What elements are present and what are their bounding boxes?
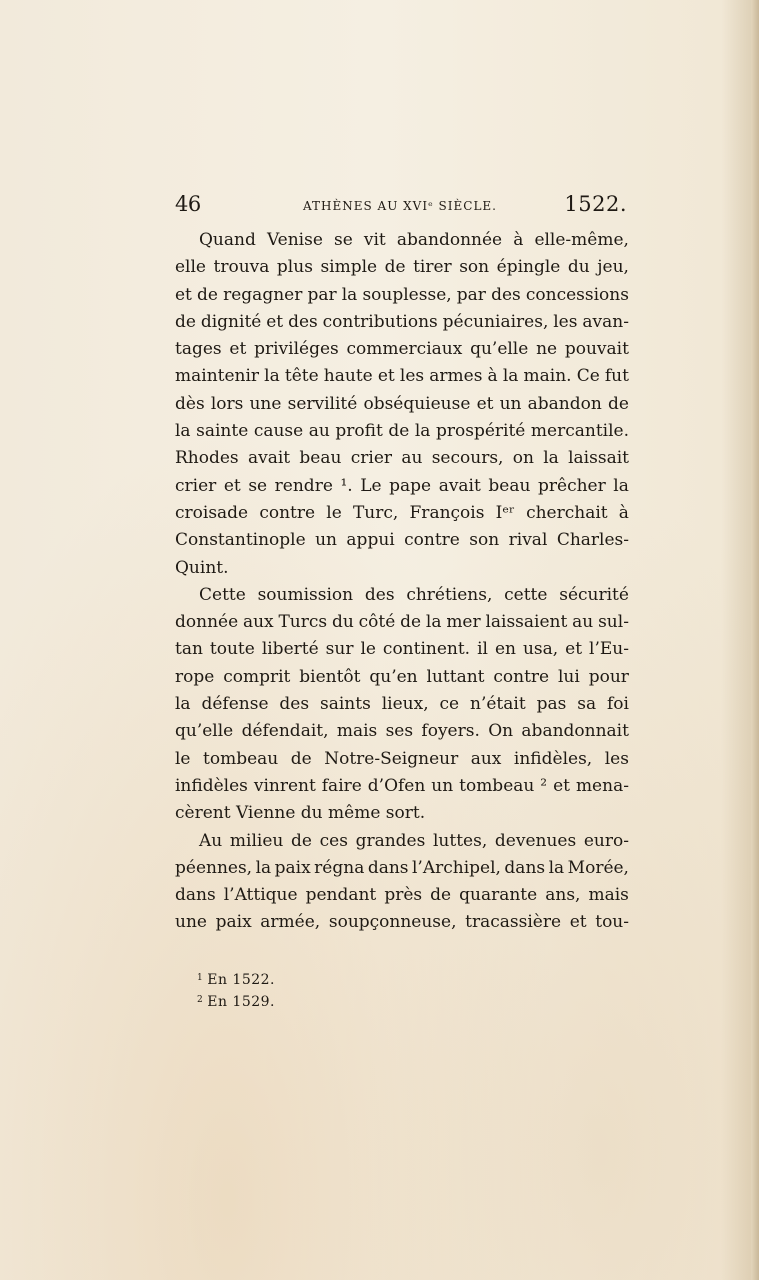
word: secours,	[431, 448, 504, 469]
word: dignité	[200, 311, 262, 332]
word: pape	[389, 475, 432, 496]
text-line	[175, 582, 629, 609]
word: maintenir	[175, 366, 260, 387]
word: les	[553, 311, 578, 332]
word: Turcs	[278, 612, 328, 633]
page-edge	[751, 0, 759, 1280]
word: l’Eu-	[589, 639, 629, 660]
word: mer	[446, 612, 481, 633]
word: foyers.	[421, 721, 480, 742]
text-line	[175, 746, 629, 773]
word: quarante	[459, 885, 538, 906]
word: infidèles	[175, 775, 248, 796]
word: cette	[504, 584, 548, 605]
word: une	[249, 393, 282, 414]
running-year: 1522.	[564, 192, 627, 216]
word: la	[264, 366, 280, 387]
word: régna	[314, 857, 365, 878]
word: simple	[320, 257, 378, 278]
word: continent.	[382, 639, 471, 660]
word: aux	[470, 748, 502, 769]
word: abandonnait	[521, 721, 629, 742]
word: beau	[299, 448, 342, 469]
word: luttes,	[433, 830, 488, 851]
text-line	[175, 254, 629, 281]
word: les	[604, 748, 629, 769]
text-line	[175, 609, 629, 636]
word: Morée,	[567, 857, 629, 878]
word: sa	[577, 694, 597, 715]
word: il	[477, 639, 488, 660]
word: de	[290, 748, 312, 769]
word: Constantinople	[175, 530, 306, 551]
word: l’Archipel,	[412, 857, 501, 878]
word: l’Attique	[223, 885, 298, 906]
word: en	[494, 639, 516, 660]
running-head	[175, 192, 627, 216]
word: toute	[209, 639, 255, 660]
word: du	[567, 257, 590, 278]
word: son	[469, 530, 500, 551]
word: devenues	[494, 830, 577, 851]
text-line	[175, 773, 629, 800]
word: faire	[321, 775, 362, 796]
word: à	[487, 366, 498, 387]
word: et	[476, 393, 494, 414]
word: péennes,	[175, 857, 253, 878]
word: prospérité	[435, 421, 526, 442]
text-line	[175, 500, 629, 527]
word: prêcher	[538, 475, 606, 496]
word: et	[569, 912, 587, 933]
word: et	[565, 639, 583, 660]
word: tombeau	[459, 775, 535, 796]
word: sécurité	[559, 584, 629, 605]
text-line	[175, 828, 629, 855]
word: la	[175, 421, 191, 442]
text-line	[175, 909, 629, 936]
word: contre	[493, 666, 550, 687]
footnote	[197, 967, 397, 989]
footnotes	[197, 967, 397, 1011]
word: contre	[404, 530, 460, 551]
word: sur	[325, 639, 354, 660]
word: bientôt	[299, 666, 361, 687]
word: paix	[274, 857, 311, 878]
word: la	[175, 694, 191, 715]
word: laissait	[568, 448, 629, 469]
word: lui	[558, 666, 580, 687]
word: tages	[175, 339, 222, 360]
word: le	[175, 748, 191, 769]
word: obséquieuse	[363, 393, 471, 414]
word: et	[553, 775, 570, 796]
word: qu’elle	[175, 721, 234, 742]
word: mais	[336, 721, 378, 742]
word: usa,	[522, 639, 559, 660]
footnote-text: En 1522.	[207, 972, 275, 988]
word: pouvait	[564, 339, 629, 360]
word: qu’en	[369, 666, 418, 687]
word: priviléges	[254, 339, 339, 360]
word: par	[456, 284, 486, 305]
word: dans	[367, 857, 409, 878]
word: jeu,	[597, 257, 629, 278]
word: beau	[488, 475, 531, 496]
word: le	[360, 639, 376, 660]
word: n’était	[470, 694, 526, 715]
word: tombeau	[203, 748, 279, 769]
word: elle	[175, 257, 206, 278]
word: ne	[536, 339, 558, 360]
word: près	[384, 885, 423, 906]
word: de	[175, 311, 196, 332]
word: grandes	[355, 830, 426, 851]
word: foi	[606, 694, 629, 715]
word: la	[341, 284, 358, 305]
word: chrétiens,	[406, 584, 493, 605]
word: un	[315, 530, 337, 551]
word: la	[425, 612, 442, 633]
word: dès	[175, 393, 205, 414]
word: On	[488, 721, 514, 742]
word: regagner	[223, 284, 303, 305]
word: aux	[242, 612, 274, 633]
word: avait	[438, 475, 481, 496]
word: Ce	[576, 366, 600, 387]
footnote-mark: 2	[197, 995, 204, 1005]
word: rival	[508, 530, 548, 551]
word: donnée	[175, 612, 239, 633]
word: main.	[523, 366, 572, 387]
word: des	[279, 694, 310, 715]
word: avan-	[582, 311, 629, 332]
word: Charles-	[556, 530, 629, 551]
word: pour	[588, 666, 629, 687]
text-line: cèrent Vienne du même sort.	[175, 803, 426, 824]
word: se	[248, 475, 268, 496]
word: la	[543, 448, 559, 469]
word: croisade	[175, 502, 249, 523]
word: laissaient	[485, 612, 568, 633]
word: crier	[350, 448, 393, 469]
word: profit	[335, 421, 383, 442]
page-number: 46	[175, 192, 201, 216]
text-line	[175, 418, 629, 445]
word: de	[384, 257, 406, 278]
word: elle-même,	[534, 230, 629, 250]
text-line	[175, 855, 629, 882]
word: des	[491, 284, 521, 305]
word: ses	[385, 721, 414, 742]
word: souplesse,	[362, 284, 452, 305]
word: pécuniaires,	[442, 311, 549, 332]
word: les	[399, 366, 425, 387]
word: paix	[215, 912, 252, 933]
word: une	[175, 912, 207, 933]
word: dans	[175, 885, 216, 906]
word: la	[613, 475, 629, 496]
word: Cette	[199, 584, 246, 605]
word: par	[307, 284, 337, 305]
word: sul-	[598, 612, 629, 633]
word: et	[223, 475, 241, 496]
word: et	[175, 284, 192, 305]
word: soupçonneuse,	[328, 912, 457, 933]
word: vit	[363, 230, 386, 250]
word: ces	[319, 830, 348, 851]
text-line	[175, 282, 629, 309]
word: fut	[604, 366, 629, 387]
word: la	[414, 421, 431, 442]
word: cherchait	[526, 502, 608, 523]
word: haute	[323, 366, 373, 387]
word: côté	[358, 612, 396, 633]
text-line	[175, 636, 629, 663]
word: et	[377, 366, 395, 387]
word: des	[288, 311, 318, 332]
word: milieu	[229, 830, 284, 851]
word: des	[364, 584, 395, 605]
word: se	[334, 230, 353, 250]
text-line	[175, 391, 629, 418]
word: plus	[276, 257, 313, 278]
footnote-mark: 1	[197, 973, 204, 983]
word: mais	[588, 885, 629, 906]
word: infidèles,	[513, 748, 593, 769]
word: tête	[284, 366, 319, 387]
footnote-text: En 1529.	[207, 994, 275, 1010]
word: défendait,	[241, 721, 329, 742]
word: qu’elle	[470, 339, 529, 360]
text-line	[175, 691, 629, 718]
word: la	[255, 857, 272, 878]
word: Au	[199, 830, 223, 851]
word: ²	[540, 775, 548, 796]
word: mena-	[575, 775, 629, 796]
text-line	[175, 473, 629, 500]
word: Iᵉʳ	[495, 502, 515, 523]
word: du	[331, 612, 354, 633]
word: le	[326, 502, 342, 523]
word: lieux,	[381, 694, 429, 715]
word: commerciaux	[346, 339, 463, 360]
word: défense	[201, 694, 269, 715]
word: ce	[439, 694, 460, 715]
body-text	[175, 227, 629, 937]
word: tou-	[595, 912, 629, 933]
word: sainte	[196, 421, 249, 442]
word: de	[430, 885, 452, 906]
word: un	[431, 775, 454, 796]
word: pas	[536, 694, 567, 715]
word: rope	[175, 666, 215, 687]
word: concessions	[525, 284, 629, 305]
text-line: Quint.	[175, 557, 229, 578]
word: la	[548, 857, 565, 878]
text-line	[175, 363, 629, 390]
word: crier	[175, 475, 217, 496]
word: Rhodes	[175, 448, 239, 469]
word: Quand	[199, 230, 256, 250]
word: Venise	[266, 230, 323, 250]
word: épingle	[496, 257, 561, 278]
text-line	[175, 445, 629, 472]
word: la	[502, 366, 519, 387]
word: abandon	[527, 393, 602, 414]
word: de	[400, 612, 422, 633]
word: et	[229, 339, 247, 360]
word: mercantile.	[530, 421, 629, 442]
text-line	[175, 527, 629, 554]
word: ¹.	[340, 475, 353, 496]
word: avait	[247, 448, 291, 469]
running-title: ATHÈNES AU XVIᵉ SIÈCLE.	[303, 199, 497, 213]
word: François	[409, 502, 485, 523]
text-line	[175, 664, 629, 691]
word: soumission	[257, 584, 354, 605]
word: à	[513, 230, 524, 250]
word: euro-	[583, 830, 629, 851]
word: tan	[175, 639, 203, 660]
word: armes	[429, 366, 483, 387]
word: son	[459, 257, 490, 278]
footnote	[197, 989, 397, 1011]
word: appui	[346, 530, 395, 551]
word: contre	[259, 502, 316, 523]
word: pendant	[305, 885, 377, 906]
word: Le	[360, 475, 382, 496]
word: tracassière	[465, 912, 562, 933]
word: de	[291, 830, 312, 851]
word: armée,	[260, 912, 321, 933]
word: au	[401, 448, 423, 469]
word: servilité	[287, 393, 358, 414]
word: cause	[253, 421, 304, 442]
text-line	[175, 882, 629, 909]
word: lors	[210, 393, 244, 414]
word: au	[308, 421, 330, 442]
word: de	[388, 421, 410, 442]
word: comprit	[223, 666, 291, 687]
word: rendre	[274, 475, 333, 496]
word: Turc,	[352, 502, 399, 523]
word: ans,	[545, 885, 581, 906]
word: trouva	[213, 257, 270, 278]
word: abandonnée	[396, 230, 503, 250]
word: de	[607, 393, 629, 414]
word: d’Ofen	[367, 775, 426, 796]
word: vinrent	[253, 775, 316, 796]
word: et	[266, 311, 284, 332]
text-line	[175, 227, 629, 254]
word: de	[197, 284, 218, 305]
word: Notre-Seigneur	[324, 748, 459, 769]
word: saints	[320, 694, 371, 715]
word: luttant	[426, 666, 485, 687]
word: dans	[504, 857, 546, 878]
text-line	[175, 718, 629, 745]
word: contributions	[322, 311, 438, 332]
text-line	[175, 336, 629, 363]
word: tirer	[413, 257, 452, 278]
word: on	[512, 448, 534, 469]
text-line	[175, 309, 629, 336]
word: à	[618, 502, 629, 523]
word: un	[499, 393, 522, 414]
word: au	[572, 612, 594, 633]
word: liberté	[261, 639, 319, 660]
